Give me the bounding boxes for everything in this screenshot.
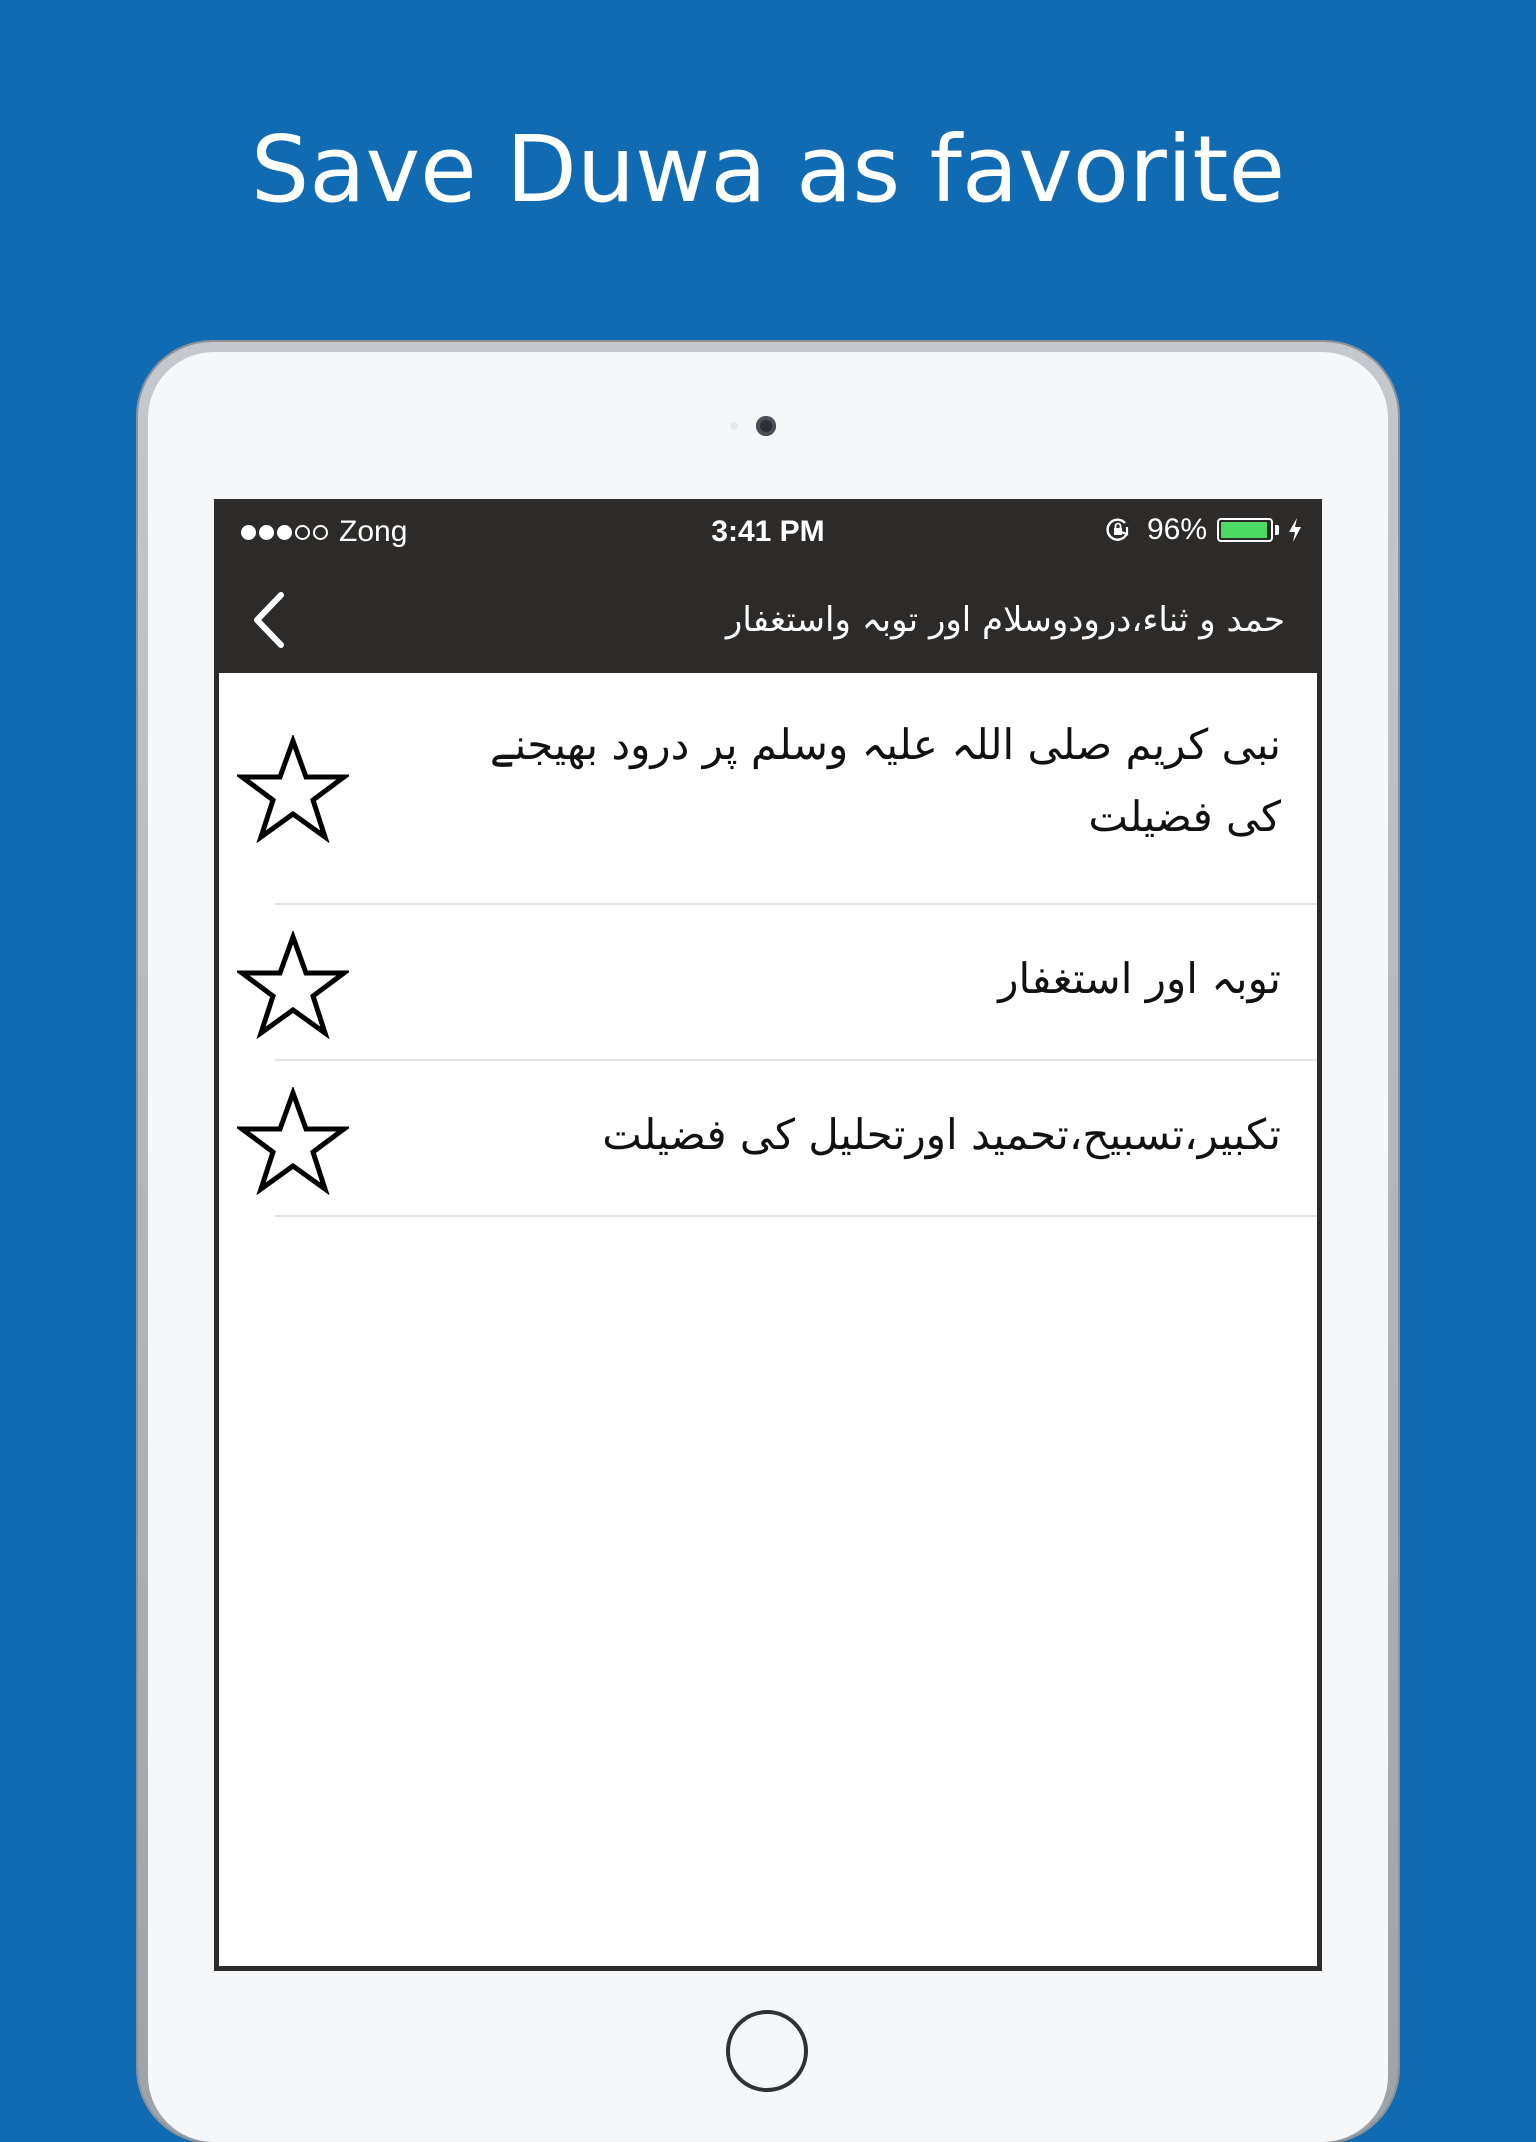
- app-screen: [214, 499, 1322, 1971]
- status-right: [1105, 513, 1303, 547]
- promo-headline: Save Duwa as favorite: [250, 116, 1286, 223]
- star-outline-icon[interactable]: [237, 735, 349, 843]
- list-item[interactable]: [219, 1061, 1317, 1217]
- battery-percent: 96%: [1146, 513, 1207, 546]
- home-button[interactable]: [726, 2010, 808, 2092]
- front-camera: [756, 416, 776, 436]
- battery-icon: [1217, 518, 1273, 542]
- list-item[interactable]: [219, 673, 1317, 905]
- list-item-title: نبی کریم صلی اللہ علیہ وسلم پر درود بھیجنے کی فضیلت: [489, 720, 1281, 841]
- rotation-lock-icon: [1105, 517, 1131, 543]
- sensor-dot: [730, 422, 738, 430]
- battery-nub: [1275, 525, 1279, 535]
- duwa-list: [219, 673, 1317, 1217]
- list-item-title: تکبیر،تسبیح،تحمید اورتحلیل کی فضیلت: [602, 1110, 1281, 1159]
- star-outline-icon[interactable]: [237, 1087, 349, 1195]
- back-button[interactable]: [241, 587, 301, 653]
- list-item-title: توبہ اور استغفار: [998, 954, 1281, 1003]
- row-divider: [275, 1215, 1317, 1217]
- chevron-left-icon: [241, 587, 301, 653]
- charging-bolt-icon: [1287, 517, 1303, 543]
- nav-title: حمد و ثناء،درودوسلام اور توبہ واستغفار: [725, 600, 1285, 640]
- star-outline-icon[interactable]: [237, 931, 349, 1039]
- navigation-bar: [219, 567, 1317, 673]
- status-time: 3:41 PM: [711, 515, 825, 548]
- battery-level: [1221, 522, 1267, 538]
- status-bar: [219, 499, 1317, 567]
- list-item[interactable]: [219, 905, 1317, 1061]
- carrier-name: Zong: [339, 515, 408, 548]
